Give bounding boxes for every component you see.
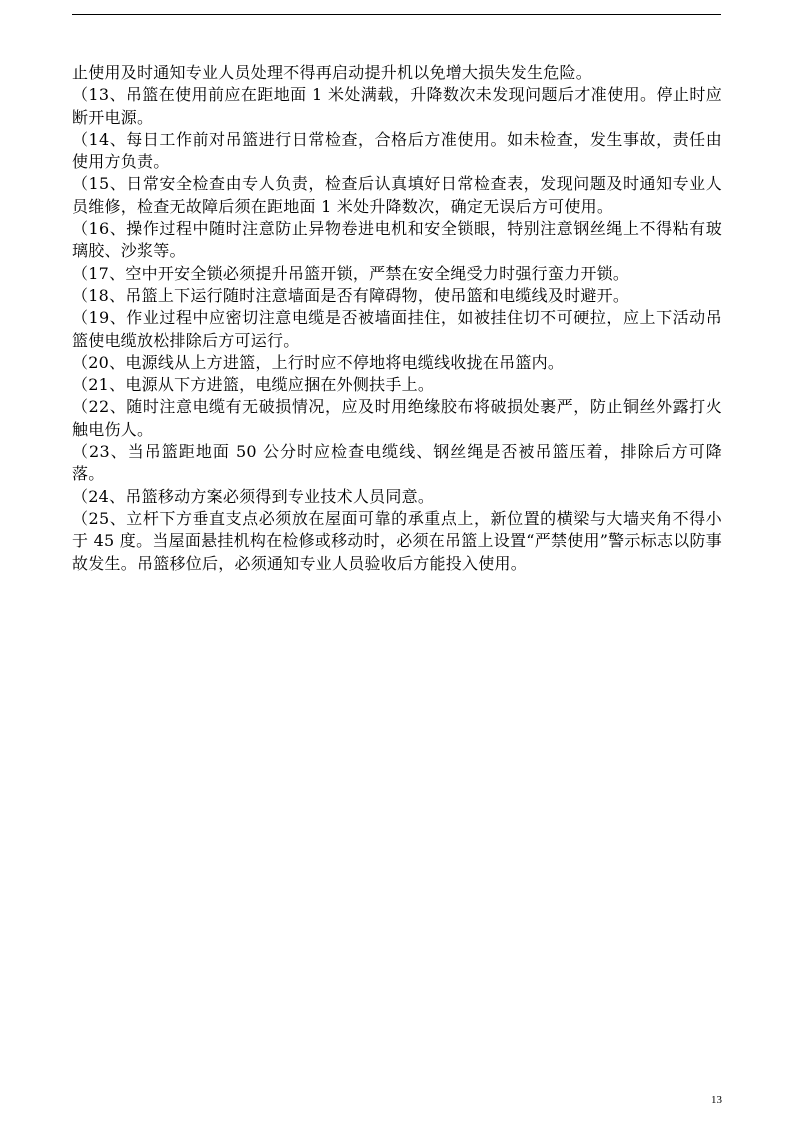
paragraph-item-25: （25、立杆下方垂直支点必须放在屋面可靠的承重点上，新位置的横梁与大墙夹角不得小于 45 度。当屋面悬挂机构在检修或移动时，必须在吊篮上设置“严禁使用”警示标志以防事故发生。吊篮移位后，必须通知专业人员验收后方能投入使用。: [72, 508, 722, 573]
paragraph-item-18: （18、吊篮上下运行随时注意墙面是否有障碍物，使吊篮和电缆线及时避开。: [72, 285, 630, 305]
paragraph-item-19: （19、作业过程中应密切注意电缆是否被墙面挂住，如被挂住切不可硬拉，应上下活动吊篮使电缆放松排除后方可运行。: [72, 308, 722, 350]
paragraph-item-21: （21、电源从下方进篮，电缆应捆在外侧扶手上。: [72, 375, 435, 395]
page-body: [72, 62, 722, 575]
paragraph-item-23: （23、当吊篮距地面 50 公分时应检查电缆线、钢丝绳是否被吊篮压着，排除后方可降落。: [72, 442, 722, 484]
header-rule: [72, 14, 721, 15]
page-number: 13: [711, 1094, 722, 1106]
paragraph-item-22: （22、随时注意电缆有无破损情况，应及时用绝缘胶布将破损处裹严，防止铜丝外露打火触电伤人。: [72, 397, 722, 439]
paragraph-item-17: （17、空中开安全锁必须提升吊篮开锁，严禁在安全绳受力时强行蛮力开锁。: [72, 263, 630, 283]
paragraph-item-24: （24、吊篮移动方案必须得到专业技术人员同意。: [72, 486, 435, 506]
paragraph-item-20: （20、电源线从上方进篮，上行时应不停地将电缆线收拢在吊篮内。: [72, 352, 565, 372]
paragraph-item-13: （13、吊篮在使用前应在距地面 1 米处满载，升降数次未发现问题后才准使用。停止时应断开电源。: [72, 85, 722, 127]
paragraph-item-16: （16、操作过程中随时注意防止异物卷进电机和安全锁眼，特别注意钢丝绳上不得粘有玻璃胶、沙浆等。: [72, 219, 722, 261]
paragraph-continuation: 止使用及时通知专业人员处理不得再启动提升机以免增大损失发生危险。: [72, 63, 593, 82]
paragraph-item-14: （14、每日工作前对吊篮进行日常检查，合格后方准使用。如未检查，发生事故，责任由使用方负责。: [72, 129, 722, 172]
paragraph-item-15: （15、日常安全检查由专人负责，检查后认真填好日常检查表，发现问题及时通知专业人员维修，检查无故障后须在距地面 1 米处升降数次，确定无误后方可使用。: [72, 174, 722, 216]
